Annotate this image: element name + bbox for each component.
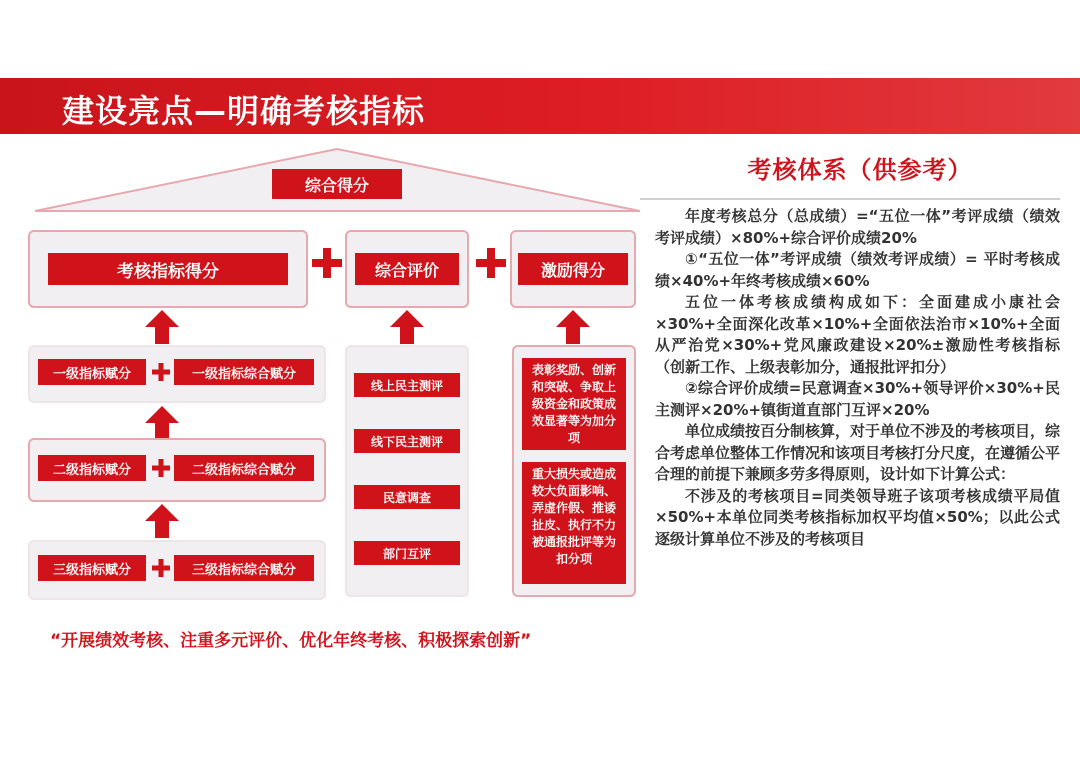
plus-icon	[474, 246, 508, 280]
evaluation-item: 线上民主测评	[354, 373, 460, 397]
plus-icon	[151, 362, 171, 382]
indicator-score-label: 考核指标得分	[48, 253, 288, 285]
plus-icon	[151, 458, 171, 478]
bonus-items-box: 表彰奖励、创新和突破、争取上级资金和政策成效显著等为加分项	[522, 358, 626, 450]
up-arrow-icon	[144, 405, 180, 441]
evaluation-item: 线下民主测评	[354, 429, 460, 453]
paragraph: 单位成绩按百分制核算，对于单位不涉及的考核项目，综合考虑单位整体工作情况和该项目考核打分尺度，在遵循公平合理的前提下兼顾多劳多得原则，设计如下计算公式：	[655, 422, 1061, 483]
level3-composite-label: 三级指标综合赋分	[174, 555, 314, 581]
deduction-items-box: 重大损失或造成较大负面影响、弄虚作假、推诿扯皮、执行不力被通报批评等为扣分项	[522, 462, 626, 584]
slogan: “开展绩效考核、注重多元评价、优化年终考核、积极探索创新”	[50, 631, 532, 651]
paragraph: 年度考核总分（总成绩）=“五位一体”考评成绩（绩效考评成绩）×80%+综合评价成绩20%	[655, 207, 1060, 247]
paragraph: 不涉及的考核项目=同类领导班子该项考核成绩平局值×50%+本单位同类考核指标加权平均值×50%；以此公式逐级计算单位不涉及的考核项目	[655, 486, 1060, 548]
incentive-label: 激励得分	[518, 253, 628, 285]
assessment-system-title: 考核体系（供参考）	[747, 156, 973, 184]
level2-assign-label: 二级指标赋分	[38, 455, 146, 481]
paragraph: 五位一体考核成绩构成如下：全面建成小康社会×30%+全面深化改革×10%+全面依法治市×10%+全面从严治党×30%+党风廉政建设×20%±激励性考核指标（创新工作、上级表彰加分，通报批评扣分）	[655, 293, 1060, 376]
page-title: 建设亮点—明确考核指标	[62, 92, 426, 130]
roof-label: 综合得分	[272, 169, 402, 199]
paragraph: ②综合评价成绩=民意调查×30%+领导评价×30%+民主测评×20%+镇街道直部门互评×20%	[655, 379, 1060, 419]
title-banner	[0, 78, 1080, 134]
plus-icon	[151, 558, 171, 578]
title-divider	[640, 198, 1060, 200]
plus-icon	[310, 246, 344, 280]
assessment-system-text	[655, 206, 1060, 550]
up-arrow-icon	[144, 309, 180, 345]
up-arrow-icon	[389, 309, 425, 345]
level1-assign-label: 一级指标赋分	[38, 359, 146, 385]
evaluation-item: 民意调查	[354, 485, 460, 509]
evaluation-item: 部门互评	[354, 541, 460, 565]
up-arrow-icon	[144, 503, 180, 539]
level1-composite-label: 一级指标综合赋分	[174, 359, 314, 385]
level3-assign-label: 三级指标赋分	[38, 555, 146, 581]
level2-composite-label: 二级指标综合赋分	[174, 455, 314, 481]
up-arrow-icon	[555, 309, 591, 345]
paragraph: ①“五位一体”考评成绩（绩效考评成绩）= 平时考核成绩×40%+年终考核成绩×60%	[655, 250, 1060, 290]
evaluation-label: 综合评价	[355, 253, 459, 285]
